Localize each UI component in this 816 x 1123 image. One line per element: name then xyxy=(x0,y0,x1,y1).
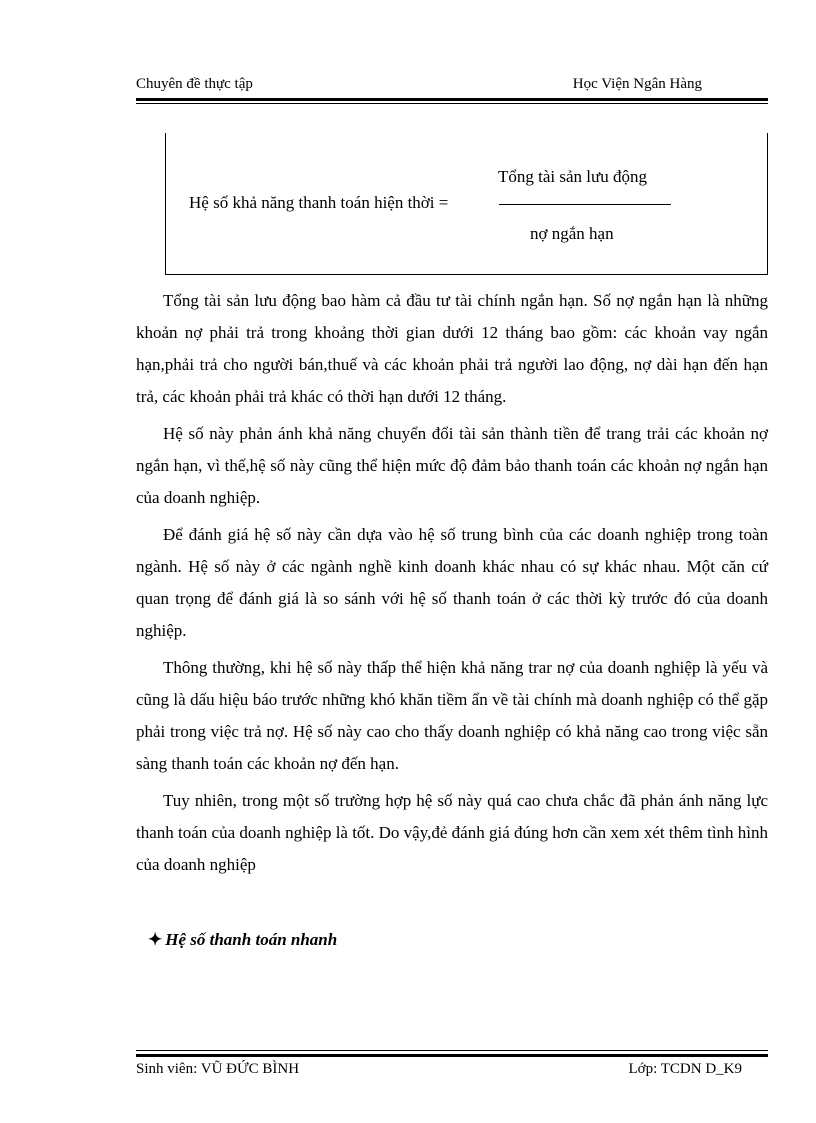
footer-left-text: Sinh viên: VŨ ĐỨC BÌNH xyxy=(136,1061,300,1077)
header-rule-thin xyxy=(136,103,768,104)
footer-right-text: Lớp: TCDN D_K9 xyxy=(628,1061,742,1077)
paragraph: Tổng tài sản lưu động bao hàm cả đầu tư tài chính ngắn hạn. Số nợ ngắn hạn là những khoản nợ phải trả trong khoảng thời gian dưới 12 tháng bao gồm: các khoản vay ngắn hạn,phải trả cho người bán,thuế và các khoản phải trả người lao động, nợ dài hạn đến hạn trả, các khoản phải trả khác có thời hạn dưới 12 tháng. xyxy=(136,291,768,406)
footer-rule-thick xyxy=(136,1054,768,1057)
paragraph: Hệ số này phản ánh khả năng chuyển đổi tài sản thành tiền để trang trải các khoản nợ ngắn hạn, vì thế,hệ số này cũng thể hiện mức độ đảm bảo thanh toán các khoản nợ ngắn hạn của doanh nghiệp. xyxy=(136,424,768,507)
header-right-text: Học Viện Ngân Hàng xyxy=(572,76,702,92)
header-left-text: Chuyên đề thực tập xyxy=(136,76,253,92)
section-subheading xyxy=(148,930,337,950)
paragraph: Để đánh giá hệ số này cần dựa vào hệ số trung bình của các doanh nghiệp trong toàn ngành. Hệ số này ở các ngành nghề kinh doanh khác nhau có sự khác nhau. Một căn cứ quan trọng để đánh giá là so sánh với hệ số thanh toán ở các thời kỳ trước đó của doanh nghiệp. xyxy=(136,525,768,640)
four-point-star-icon: ✦ xyxy=(148,930,163,949)
body-text xyxy=(136,285,768,886)
fraction-bar xyxy=(499,204,671,205)
paragraph: Tuy nhiên, trong một số trường hợp hệ số này quá cao chưa chắc đã phản ánh năng lực thanh toán của doanh nghiệp là tốt. Do vậy,đẻ đánh giá đúng hơn cần xem xét thêm tình hình của doanh nghiệp xyxy=(136,791,769,874)
footer-rule-thin xyxy=(136,1050,768,1051)
paragraph: Thông thường, khi hệ số này thấp thể hiện khả năng trar nợ của doanh nghiệp là yếu và cũng là dấu hiệu báo trước những khó khăn tiềm ẩn về tài chính mà doanh nghiệp có thể gặp phải trong việc trả nợ. Hệ số này cao cho thấy doanh nghiệp có khả năng cao trong việc sẵn sàng thanh toán các khoản nợ đến hạn. xyxy=(136,658,768,773)
formula-label: Hệ số khả năng thanh toán hiện thời = xyxy=(189,193,449,212)
formula-numerator: Tổng tài sản lưu động xyxy=(498,167,647,186)
header-rule-thick xyxy=(136,98,768,101)
subheading-text: Hệ số thanh toán nhanh xyxy=(165,930,338,949)
formula-denominator: nợ ngắn hạn xyxy=(530,224,614,243)
formula-box xyxy=(165,133,768,275)
